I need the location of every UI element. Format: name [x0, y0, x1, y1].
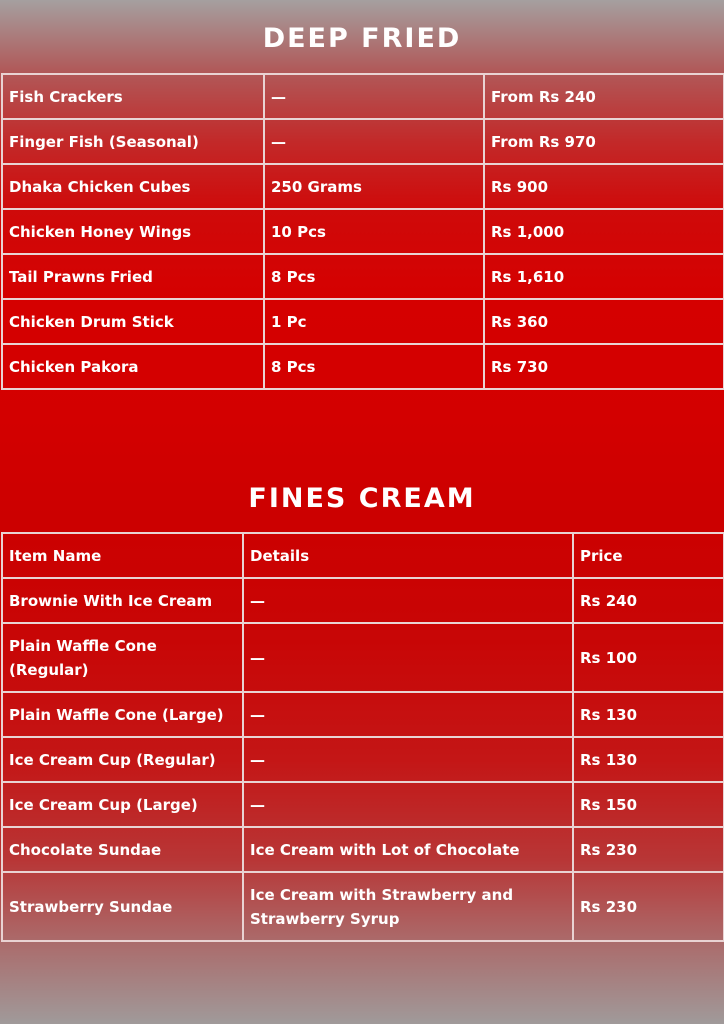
item-details: —: [264, 119, 484, 164]
item-details: Ice Cream with Strawberry and Strawberry Syrup: [243, 872, 573, 941]
item-price: Rs 730: [484, 344, 724, 389]
header-item-name: Item Name: [2, 533, 243, 578]
item-price: From Rs 970: [484, 119, 724, 164]
item-details: 250 Grams: [264, 164, 484, 209]
item-details: —: [243, 782, 573, 827]
fines-cream-table: [1, 532, 724, 942]
item-price: Rs 1,610: [484, 254, 724, 299]
table-row: [2, 737, 724, 782]
table-row: [2, 344, 724, 389]
item-name: Ice Cream Cup (Regular): [2, 737, 243, 782]
table-row: [2, 827, 724, 872]
item-details: 8 Pcs: [264, 254, 484, 299]
item-name: Plain Waffle Cone (Regular): [2, 623, 243, 692]
item-details: —: [243, 692, 573, 737]
table-header-row: [2, 533, 724, 578]
item-name: Ice Cream Cup (Large): [2, 782, 243, 827]
item-name: Fish Crackers: [2, 74, 264, 119]
item-name: Chicken Pakora: [2, 344, 264, 389]
fines-cream-title: FINES CREAM: [248, 483, 476, 514]
item-name: Chicken Drum Stick: [2, 299, 264, 344]
item-details: Ice Cream with Lot of Chocolate: [243, 827, 573, 872]
item-details: 1 Pc: [264, 299, 484, 344]
item-details: —: [243, 623, 573, 692]
item-price: Rs 130: [573, 737, 724, 782]
table-row: [2, 119, 724, 164]
item-name: Chicken Honey Wings: [2, 209, 264, 254]
item-price: Rs 230: [573, 827, 724, 872]
table-row: [2, 872, 724, 941]
table-row: [2, 692, 724, 737]
item-name: Dhaka Chicken Cubes: [2, 164, 264, 209]
item-price: Rs 150: [573, 782, 724, 827]
item-details: 10 Pcs: [264, 209, 484, 254]
item-details: 8 Pcs: [264, 344, 484, 389]
item-price: Rs 1,000: [484, 209, 724, 254]
table-row: [2, 164, 724, 209]
item-price: Rs 100: [573, 623, 724, 692]
table-row: [2, 782, 724, 827]
item-details: —: [264, 74, 484, 119]
item-price: Rs 240: [573, 578, 724, 623]
item-name: Strawberry Sundae: [2, 872, 243, 941]
item-price: Rs 230: [573, 872, 724, 941]
item-name: Tail Prawns Fried: [2, 254, 264, 299]
item-details: —: [243, 737, 573, 782]
item-name: Plain Waffle Cone (Large): [2, 692, 243, 737]
table-row: [2, 623, 724, 692]
table-row: [2, 254, 724, 299]
table-row: [2, 74, 724, 119]
item-details: —: [243, 578, 573, 623]
item-price: Rs 360: [484, 299, 724, 344]
header-details: Details: [243, 533, 573, 578]
item-name: Brownie With Ice Cream: [2, 578, 243, 623]
item-price: Rs 130: [573, 692, 724, 737]
table-row: [2, 209, 724, 254]
table-row: [2, 299, 724, 344]
item-price: Rs 900: [484, 164, 724, 209]
item-name: Finger Fish (Seasonal): [2, 119, 264, 164]
item-price: From Rs 240: [484, 74, 724, 119]
table-row: [2, 578, 724, 623]
item-name: Chocolate Sundae: [2, 827, 243, 872]
deep-fried-table: [1, 73, 724, 390]
deep-fried-title: DEEP FRIED: [262, 23, 462, 54]
header-price: Price: [573, 533, 724, 578]
